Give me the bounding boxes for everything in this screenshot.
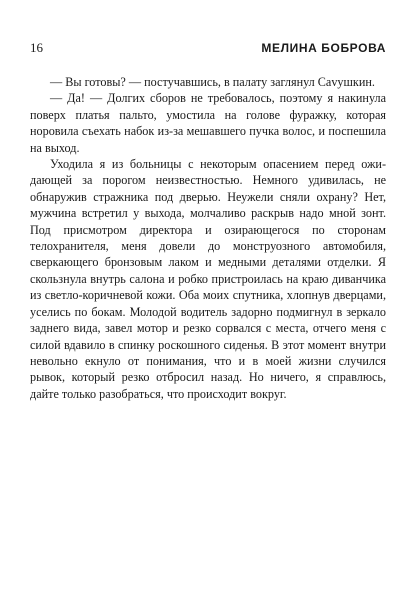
page-number: 16	[30, 40, 43, 55]
running-head-author: МЕЛИНА БОБРОВА	[261, 41, 386, 55]
paragraph: — Да! — Долгих сборов не требовалось, поэтому я накинула поверх платья пальто, умостила на голове фуражку, которая норовила съехать набок из-за мешавшего пучка волос, и поспешила на выход.	[30, 91, 386, 155]
paragraph: Уходила я из больницы с некоторым опасением перед ожидающей за порогом неизвестностью. Немного удивилась, не обнаружив стражника под дверью. Неужели сняли охрану? Нет, мужчина встретил у выхода, молчаливо раскрыв надо мной зонт. Под присмотром директора и озирающегося по сторонам телохранителя, меня довели до монструозного автомобиля, сверкающего бронзовым лаком и медными деталями отделки. Я скользнула внутрь салона и робко пристроилась на краю диванчика из светло-коричневой кожи. Оба моих спутника, хлопнув дверцами, уселись по бокам. Молодой водитель задорно подмигнул в зеркало заднего вида, завел мотор и резко сорвался с места, отчего меня с силой вдавило в спинку роскошного сиденья. В этот момент внутри невольно екнуло от понимания, что и в моей жизни случился рывок, который резко отбросил назад. Но ничего, я справлюсь, дайте только разобраться, что происходит вокруг.	[30, 157, 386, 401]
paragraph: — Вы готовы? — постучавшись, в палату заглянул Саvушкин.	[50, 75, 375, 89]
page-body-text	[30, 74, 386, 402]
page-header	[30, 40, 386, 60]
